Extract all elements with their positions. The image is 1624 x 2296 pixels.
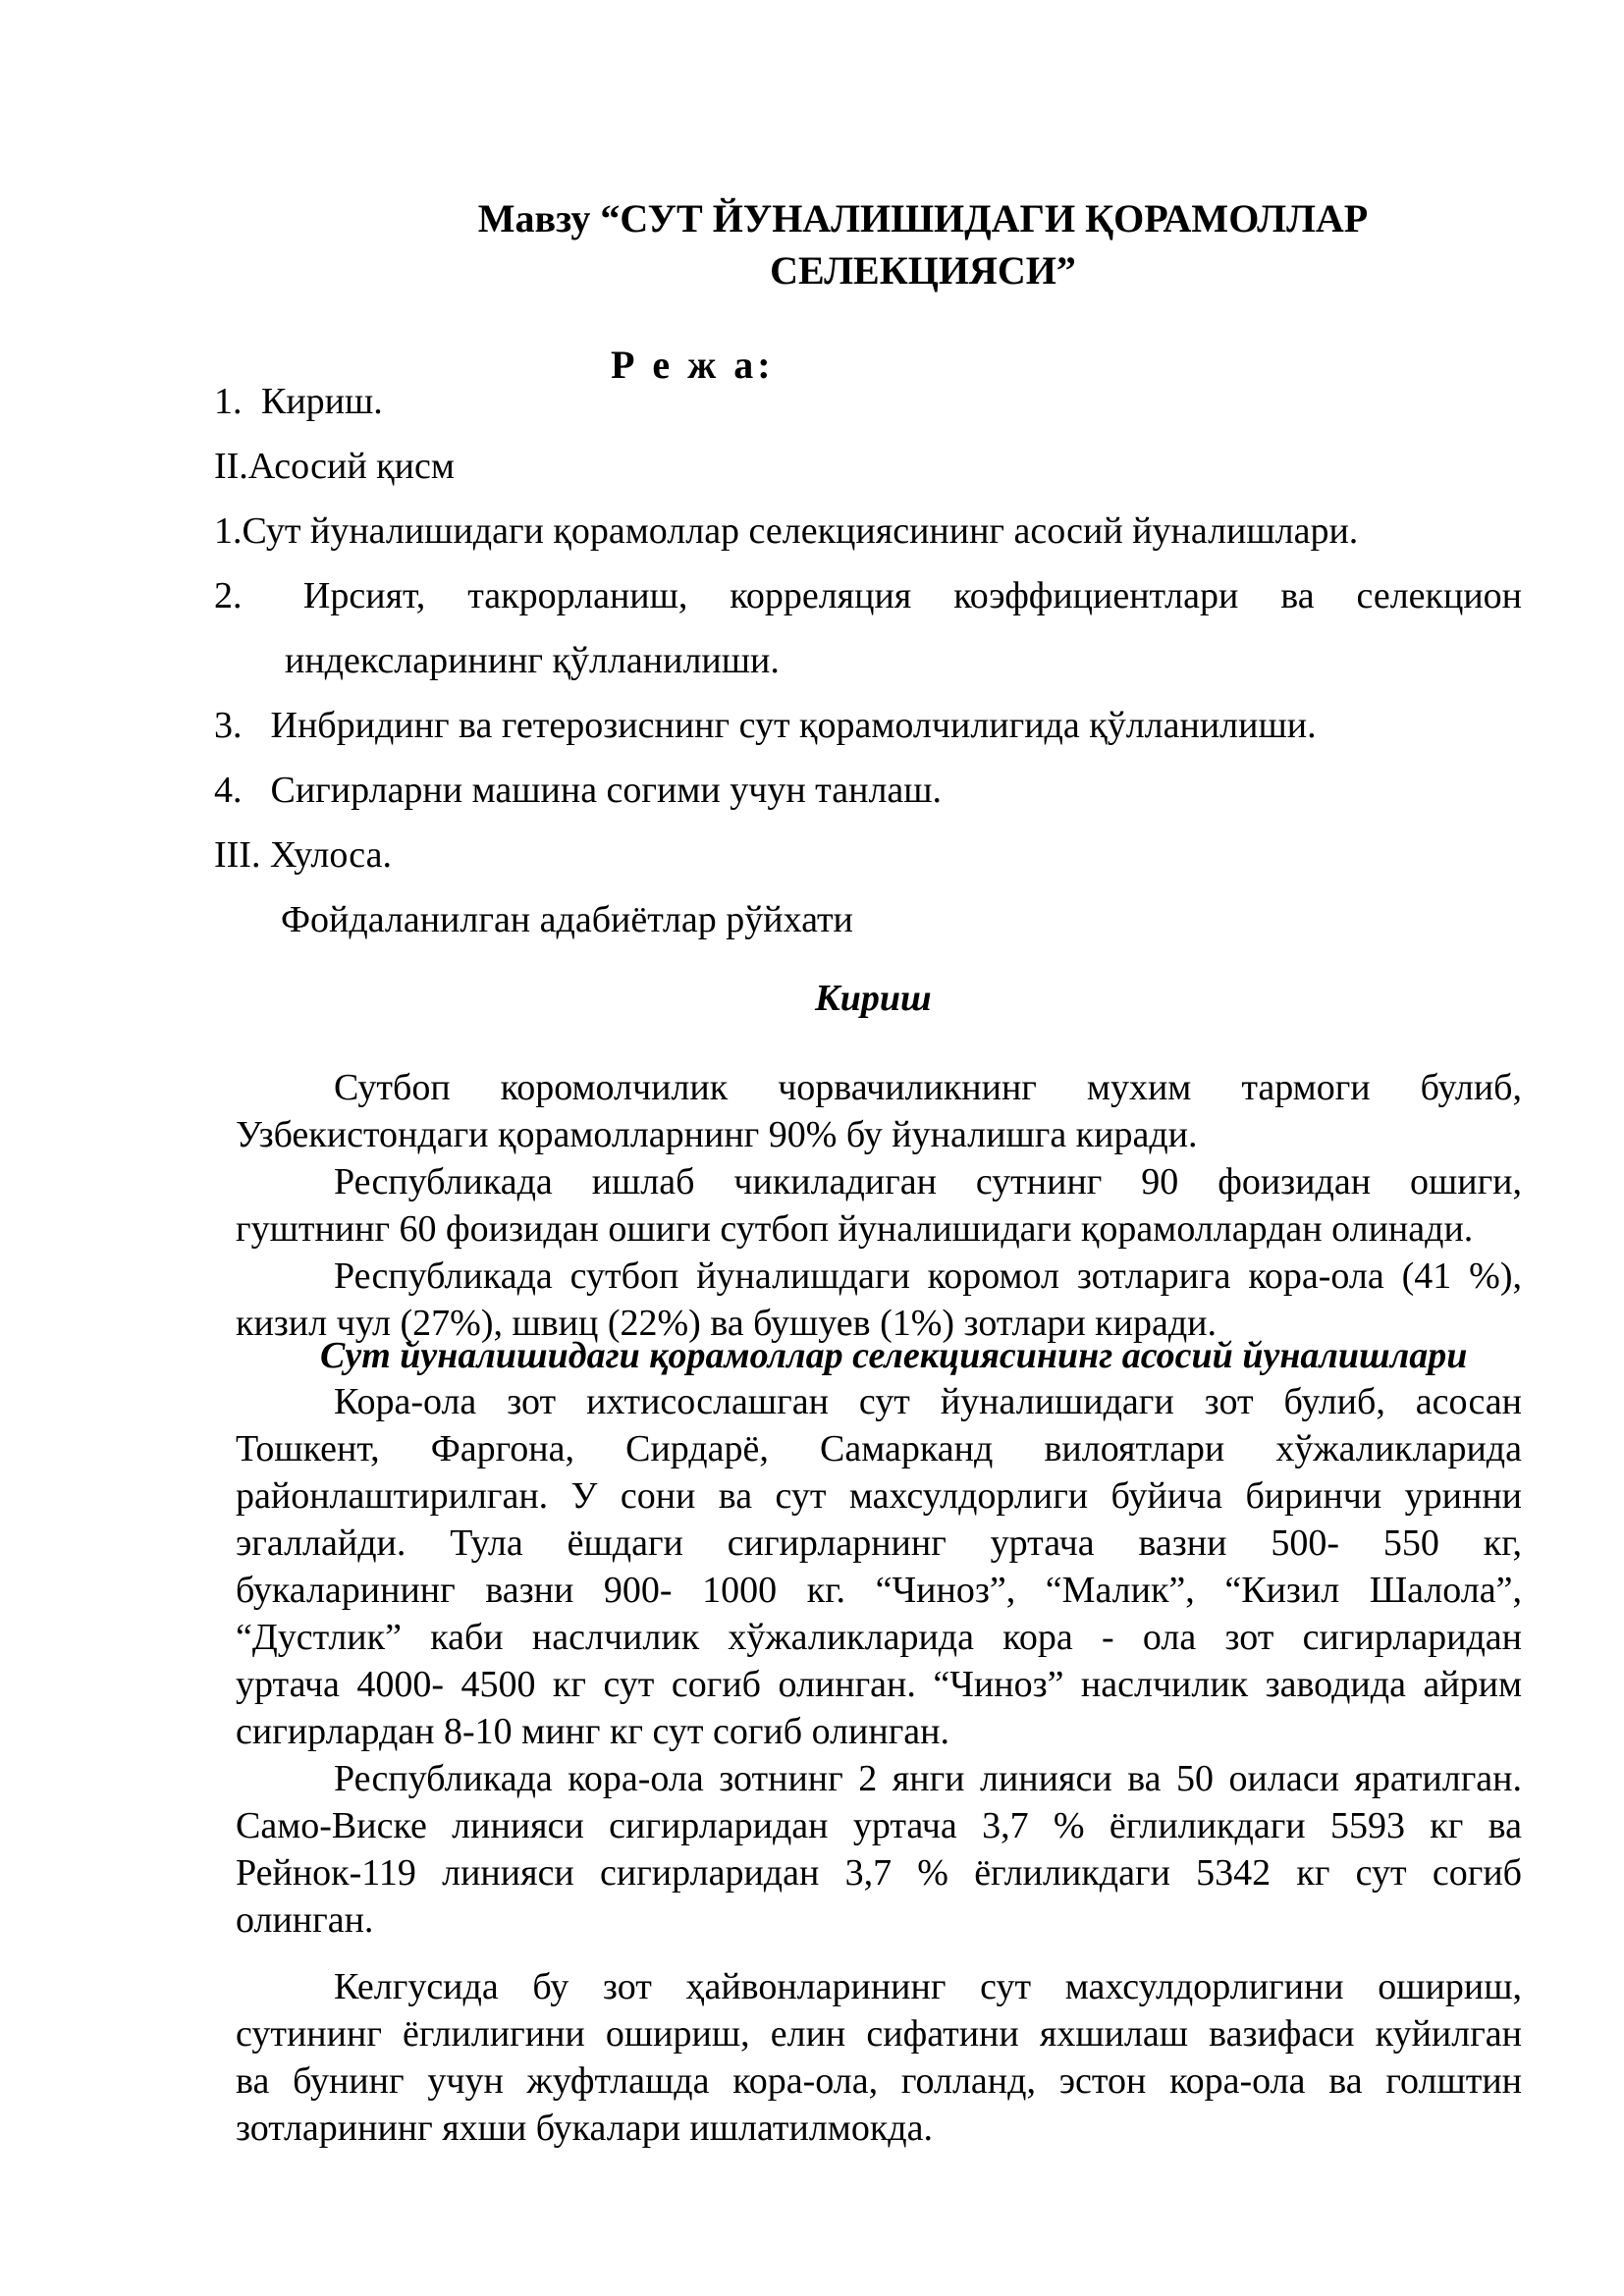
section-heading: Сут йуналишидаги қорамоллар селекциясининг асосий йуналишлари: [320, 1335, 1468, 1376]
plan-item-2-2-continuation: индексларининг қўлланилиши.: [285, 640, 780, 681]
text-line: Республикада сутбоп йуналишдаги коромол зотларига кора-ола (41 %),: [334, 1255, 1522, 1297]
plan-references: Фойдаланилган адабиётлар рўйхати: [281, 899, 853, 940]
text-line: уртача 4000- 4500 кг сут согиб олинган. “Чиноз” наслчилик заводида айрим: [236, 1664, 1522, 1705]
section-text-2: [236, 1755, 1522, 1944]
section-text-3: [236, 1963, 1522, 2152]
plan-part-2: II.Асосий қисм: [214, 446, 455, 487]
plan-item-2-4-number: 4.: [214, 770, 243, 811]
document-title: [432, 192, 1414, 296]
plan-item-2-1: 1.Сут йуналишидаги қорамоллар селекциясининг асосий йуналишлари.: [214, 510, 1359, 552]
plan-item-1-number: 1.: [214, 381, 243, 422]
text-line: Узбекистондаги қорамолларнинг 90% бу йуналишга киради.: [236, 1114, 1198, 1155]
plan-item-2-3: [214, 703, 1317, 748]
text-line: сутининг ёглилигини ошириш, елин сифатини яхшилаш вазифаси куйилган: [236, 2013, 1522, 2055]
text-line: кизил чул (27%), швиц (22%) ва бушуев (1%) зотлари киради.: [236, 1303, 1217, 1344]
plan-item-1-text: Кириш.: [261, 381, 383, 422]
plan-item-2-4-text: Сигирларни машина согими учун танлаш.: [270, 770, 943, 811]
plan-heading: Р е ж а:: [611, 343, 775, 387]
text-line: Келгусида бу зот ҳайвонларининг сут махсулдорлигини ошириш,: [334, 1966, 1522, 2007]
section-text-1: [236, 1378, 1522, 1755]
text-line: “Дустлик” каби наслчилик хўжаликларида кора - ола зот сигирларидан: [236, 1617, 1522, 1658]
text-line: гуштнинг 60 фоизидан ошиги сутбоп йуналишидаги қорамоллардан олинади.: [236, 1208, 1474, 1250]
plan-item-2-2-number: 2.: [214, 575, 243, 616]
text-line: сигирлардан 8-10 минг кг сут согиб олинган.: [236, 1711, 950, 1752]
text-line: Сутбоп коромолчилик чорвачиликнинг мухим тармоги булиб,: [334, 1067, 1522, 1108]
plan-item-2-4: [214, 768, 942, 813]
text-line: районлаштирилган. У сони ва сут махсулдорлиги буйича биринчи уринни: [236, 1475, 1522, 1517]
text-line: Кора-ола зот ихтисослашган сут йуналишидаги зот булиб, асосан: [334, 1381, 1522, 1422]
intro-text: [236, 1064, 1522, 1347]
text-line: ва бунинг учун жуфтлашда кора-ола, голланд, эстон кора-ола ва голштин: [236, 2060, 1522, 2102]
text-line: Само-Виске линияси сигирларидан уртача 3,7 % ёглиликдаги 5593 кг ва: [236, 1805, 1522, 1846]
plan-part-3: III. Хулоса.: [214, 834, 393, 876]
text-line: зотларининг яхши букалари ишлатилмокда.: [236, 2108, 933, 2149]
text-line: Рейнок-119 линияси сигирларидан 3,7 % ёглиликдаги 5342 кг сут согиб: [236, 1852, 1522, 1894]
intro-heading: Кириш: [815, 978, 932, 1019]
plan-item-2-2-line-1: Ирсият, такрорланиш, корреляция коэффициентлари ва селекцион: [302, 575, 1522, 616]
text-line: Республикада ишлаб чикиладиган сутнинг 90 фоизидан ошиги,: [334, 1161, 1522, 1202]
plan-item-1: [214, 379, 383, 424]
plan-item-2-2: [214, 573, 1522, 618]
plan-item-2-3-number: 3.: [214, 705, 243, 746]
plan-item-2-3-text: Инбридинг ва гетерозиснинг сут қорамолчилигида қўлланилиши.: [270, 705, 1317, 746]
text-line: Республикада кора-ола зотнинг 2 янги линияси ва 50 оиласи яратилган.: [334, 1758, 1522, 1799]
title-line-1: Мавзу “СУТ ЙУНАЛИШИДАГИ ҚОРАМОЛЛАР: [477, 196, 1369, 240]
title-line-2: СЕЛЕКЦИЯСИ”: [770, 248, 1076, 293]
text-line: Тошкент, Фаргона, Сирдарё, Самарканд вилоятлари хўжаликларида: [236, 1428, 1522, 1469]
text-line: олинган.: [236, 1899, 374, 1941]
text-line: эгаллайди. Тула ёшдаги сигирларнинг уртача вазни 500- 550 кг,: [236, 1522, 1522, 1564]
text-line: букаларининг вазни 900- 1000 кг. “Чиноз”, “Малик”, “Кизил Шалола”,: [236, 1570, 1522, 1611]
